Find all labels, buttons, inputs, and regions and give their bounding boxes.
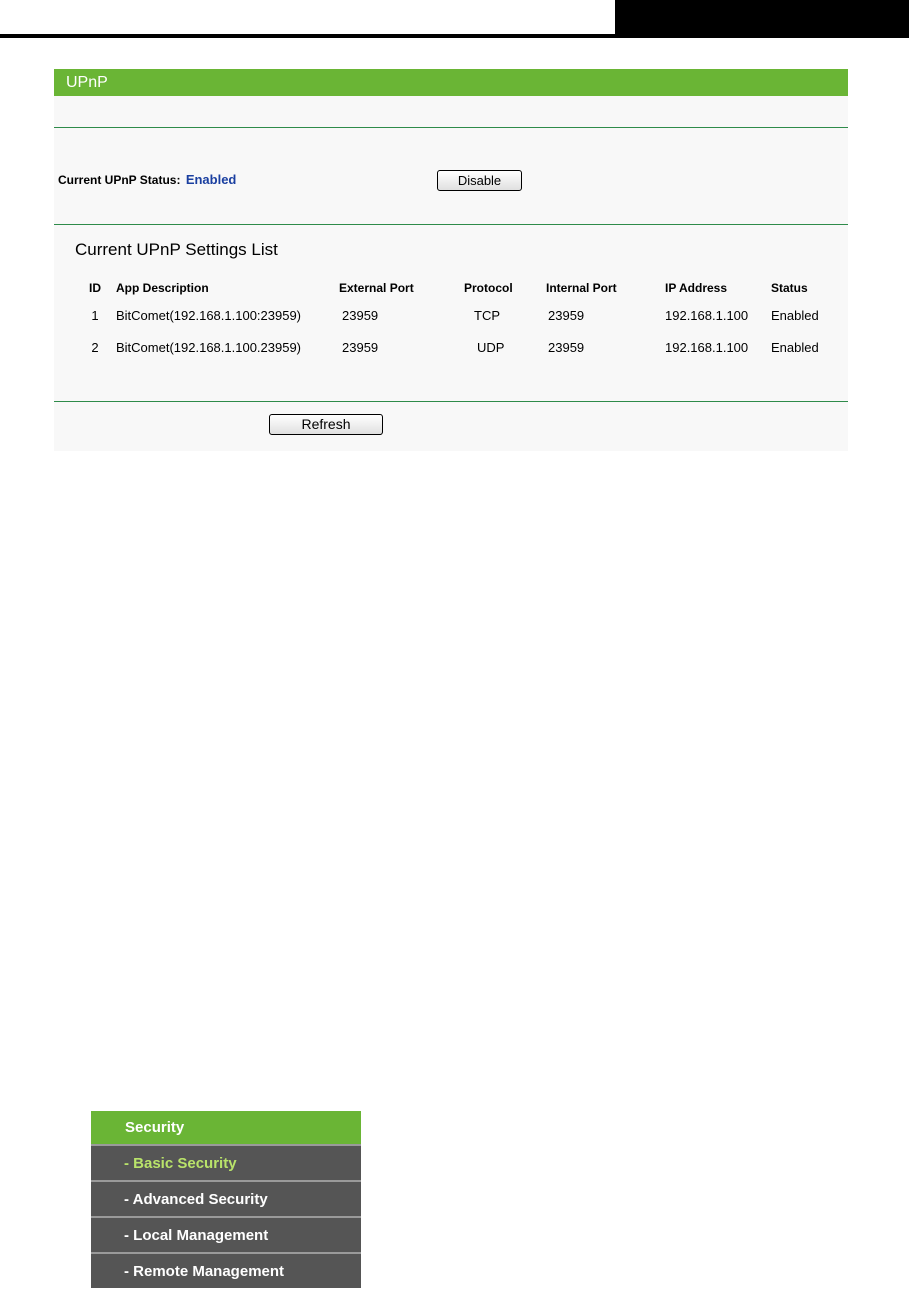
table-row xyxy=(74,331,841,363)
col-header-external-port: External Port xyxy=(339,281,414,295)
cell-id: 2 xyxy=(91,339,99,355)
upnp-settings-table xyxy=(74,277,841,363)
cell-ip-address: 192.168.1.100 xyxy=(665,307,749,323)
cell-external-port: 23959 xyxy=(342,307,379,323)
cell-status: Enabled xyxy=(771,339,819,355)
menu-item-basic-security[interactable]: - Basic Security xyxy=(91,1144,361,1180)
divider xyxy=(54,224,848,225)
menu-item-remote-management[interactable]: - Remote Management xyxy=(91,1252,361,1288)
cell-internal-port: 23959 xyxy=(548,307,585,323)
cell-internal-port: 23959 xyxy=(548,339,585,355)
status-label: Current UPnP Status: xyxy=(58,173,181,187)
col-header-id: ID xyxy=(89,281,101,295)
security-menu xyxy=(91,1111,361,1288)
cell-ip-address: 192.168.1.100 xyxy=(665,339,749,355)
upnp-panel xyxy=(54,69,848,451)
divider xyxy=(54,127,848,128)
cell-protocol: UDP xyxy=(477,339,505,355)
cell-protocol: TCP xyxy=(474,307,500,323)
settings-list-title: Current UPnP Settings List xyxy=(75,240,278,259)
refresh-button[interactable]: Refresh xyxy=(269,414,383,435)
page-header-block xyxy=(615,0,909,38)
upnp-status-row xyxy=(58,172,236,187)
col-header-status: Status xyxy=(771,281,808,295)
cell-app-description: BitComet(192.168.1.100.23959) xyxy=(116,339,302,355)
status-value: Enabled xyxy=(185,172,237,187)
col-header-protocol: Protocol xyxy=(464,281,513,295)
disable-button[interactable]: Disable xyxy=(437,170,522,191)
menu-item-advanced-security[interactable]: - Advanced Security xyxy=(91,1180,361,1216)
cell-external-port: 23959 xyxy=(342,339,379,355)
col-header-ip-address: IP Address xyxy=(665,281,728,295)
table-header-row xyxy=(74,277,841,299)
panel-title: UPnP xyxy=(54,69,848,96)
menu-item-local-management[interactable]: - Local Management xyxy=(91,1216,361,1252)
menu-header-security[interactable]: Security xyxy=(91,1111,361,1144)
cell-id: 1 xyxy=(91,307,99,323)
cell-status: Enabled xyxy=(771,307,819,323)
table-row xyxy=(74,299,841,331)
divider xyxy=(54,401,848,402)
col-header-app-description: App Description xyxy=(116,281,209,295)
cell-app-description: BitComet(192.168.1.100:23959) xyxy=(116,307,302,323)
col-header-internal-port: Internal Port xyxy=(546,281,617,295)
